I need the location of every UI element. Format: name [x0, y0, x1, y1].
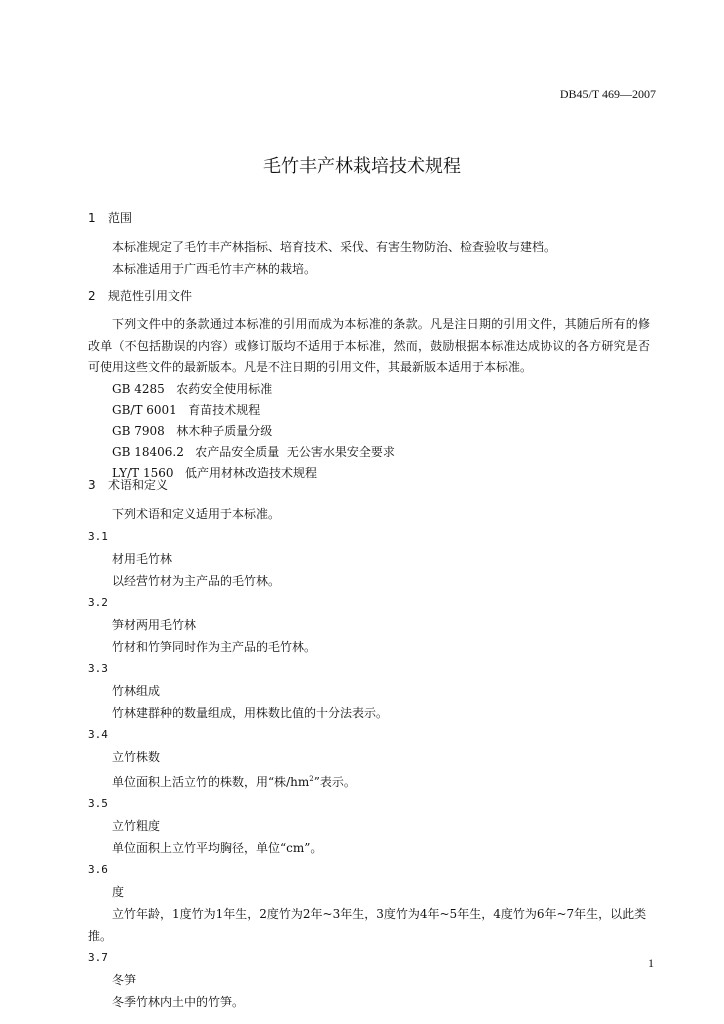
term-entry	[88, 592, 650, 658]
term-definition: 竹材和竹笋同时作为主产品的毛竹林。	[112, 639, 317, 654]
section-heading	[88, 285, 650, 307]
term-entry	[88, 724, 650, 793]
reference-item: GB 7908 林木种子质量分级	[112, 423, 273, 438]
section-normative-references	[88, 285, 650, 307]
reference-item: LY/T 1560 低产用材林改造技术规程	[112, 465, 317, 480]
term-definition: 冬季竹林内土中的竹笋。	[112, 994, 245, 1009]
term-number: 3.5	[88, 796, 108, 810]
section-terms	[88, 474, 650, 1013]
references-intro-block	[88, 314, 650, 484]
term-definition: 单位面积上立竹平均胸径，单位“cm”。	[112, 840, 323, 855]
superscript: 2	[309, 774, 314, 783]
term-entry	[88, 947, 650, 1013]
term-entry	[88, 859, 650, 947]
term-definition: 以经营竹材为主产品的毛竹林。	[112, 573, 281, 588]
term-number: 3.7	[88, 950, 108, 964]
term-number: 3.3	[88, 661, 108, 675]
paragraph: 下列术语和定义适用于本标准。	[112, 507, 281, 521]
section-scope	[88, 207, 650, 280]
term-name: 冬笋	[112, 972, 137, 987]
paragraph: 本标准规定了毛竹丰产林指标、培育技术、采伐、有害生物防治、检查验收与建档。	[112, 240, 557, 254]
reference-item: GB 4285 农药安全使用标准	[112, 381, 273, 396]
section-number: 2	[88, 289, 96, 303]
term-number: 3.4	[88, 727, 108, 741]
section-title: 规范性引用文件	[108, 289, 193, 303]
term-definition-tail: ”表示。	[313, 774, 356, 789]
paragraph: 下列文件中的条款通过本标准的引用而成为本标准的条款。凡是注日期的引用文件，其随后所有的修改单（不包括勘误的内容）或修订版均不适用于本标准，然而，鼓励根据本标准达成协议的各方研究是否可使用这些文件的最新版本。凡是不注日期的引用文件，其最新版本适用于本标准。	[88, 317, 650, 374]
term-name: 笋材两用毛竹林	[112, 617, 197, 632]
section-heading	[88, 474, 650, 496]
term-name: 度	[112, 884, 125, 899]
term-name: 立竹粗度	[112, 818, 161, 833]
reference-item: GB/T 6001 育苗技术规程	[112, 402, 261, 417]
reference-item: GB 18406.2 农产品安全质量 无公害水果安全要求	[112, 444, 395, 459]
term-definition	[88, 768, 650, 793]
term-number: 3.2	[88, 595, 108, 609]
term-entry	[88, 793, 650, 859]
paragraph: 本标准适用于广西毛竹丰产林的栽培。	[112, 261, 317, 276]
term-name: 竹林组成	[112, 683, 161, 698]
term-entry	[88, 658, 650, 724]
section-number: 3	[88, 478, 96, 492]
term-definition: 立竹年龄，1度竹为1年生，2度竹为2年~3年生，3度竹为4年~5年生，4度竹为6年~7年生，以此类推。	[88, 906, 647, 943]
section-title: 范围	[108, 211, 133, 225]
term-number: 3.1	[88, 529, 108, 543]
page-title: 毛竹丰产林栽培技术规程	[263, 156, 461, 177]
term-name: 立竹株数	[112, 749, 161, 764]
term-name: 材用毛竹林	[112, 551, 173, 566]
document-id: DB45/T 469—2007	[559, 87, 656, 101]
section-number: 1	[88, 211, 96, 225]
section-title: 术语和定义	[108, 478, 169, 492]
page-number: 1	[648, 956, 654, 970]
term-definition: 竹林建群种的数量组成，用株数比值的十分法表示。	[112, 705, 389, 720]
term-definition-text: 单位面积上活立竹的株数，用“株/hm	[112, 774, 310, 789]
term-number: 3.6	[88, 862, 108, 876]
section-heading	[88, 207, 650, 229]
term-entry	[88, 526, 650, 592]
